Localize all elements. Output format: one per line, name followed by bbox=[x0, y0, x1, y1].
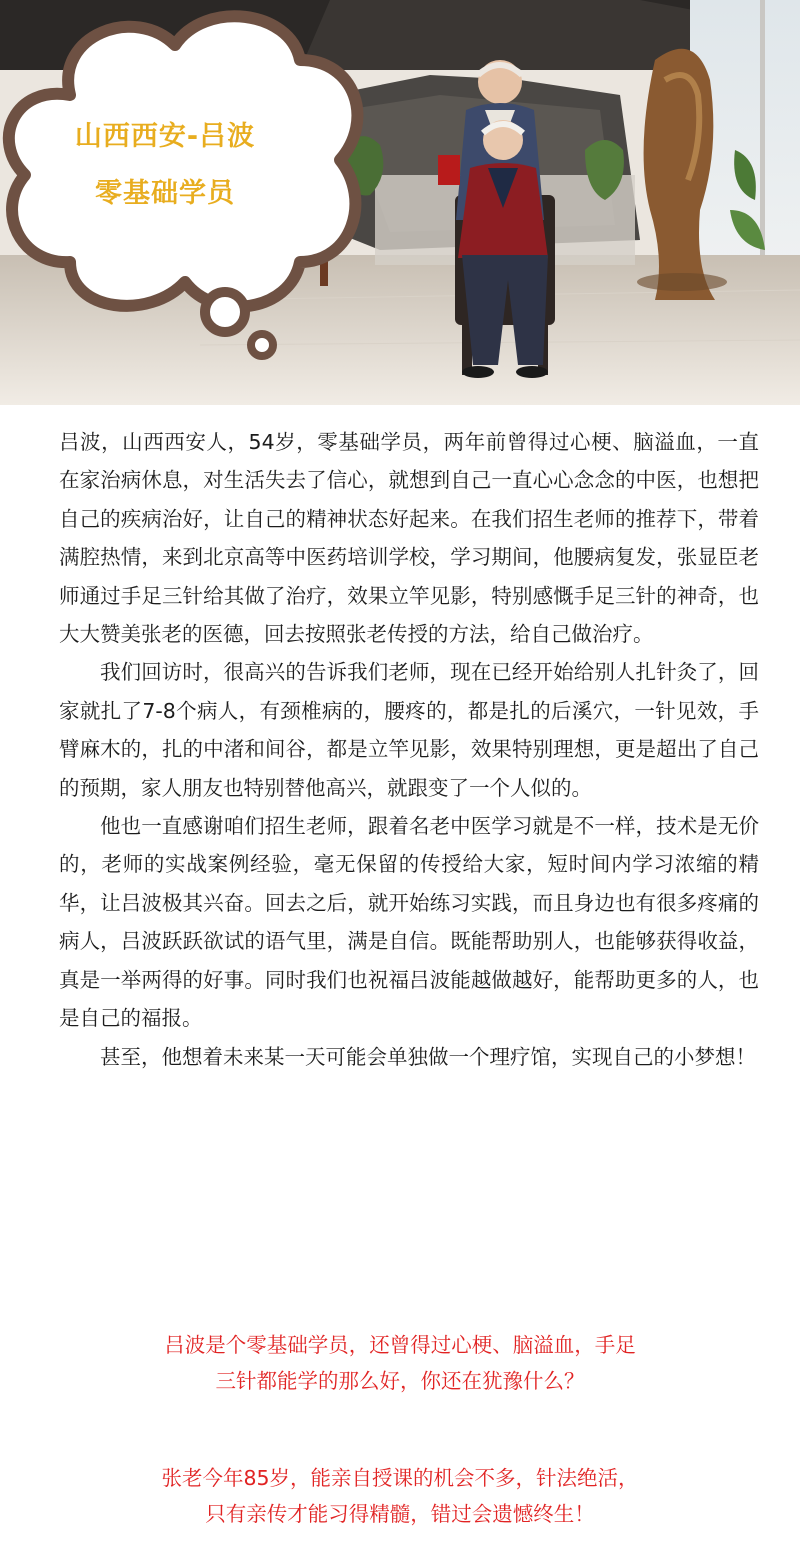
callout-line: 三针都能学的那么好，你还在犹豫什么？ bbox=[215, 1369, 585, 1393]
callout-line: 吕波是个零基础学员，还曾得过心梗、脑溢血，手足 bbox=[164, 1333, 636, 1357]
callout-encouragement bbox=[0, 1327, 800, 1399]
badge-student-type: 零基础学员 bbox=[95, 178, 235, 209]
callout-urgency bbox=[0, 1460, 800, 1532]
article-paragraph-4: 甚至，他想着未来某一天可能会单独做一个理疗馆，实现自己的小梦想！ bbox=[100, 1044, 756, 1069]
callout-line: 张老今年85岁，能亲自授课的机会不多，针法绝活， bbox=[161, 1466, 639, 1490]
article-paragraph-2: 我们回访时，很高兴的告诉我们老师，现在已经开始给别人扎针灸了，回家就扎了7-8个病人，有颈椎病的，腰疼的，都是扎的后溪穴，一针见效，手臂麻木的，扎的中渚和间谷，都是立竿见影，效果特别理想，更是超出了自己的预期，家人朋友也特别替他高兴，就跟变了一个人似的。 bbox=[59, 660, 759, 800]
testimonial-article bbox=[59, 423, 759, 1076]
badge-location-name: 山西西安-吕波 bbox=[74, 121, 256, 152]
callout-line: 只有亲传才能习得精髓，错过会遗憾终生！ bbox=[205, 1502, 595, 1526]
hero-banner bbox=[0, 0, 800, 405]
article-paragraph-3: 他也一直感谢咱们招生老师，跟着名老中医学习就是不一样，技术是无价的，老师的实战案例经验，毫无保留的传授给大家，短时间内学习浓缩的精华，让吕波极其兴奋。回去之后，就开始练习实践，而且身边也有很多疼痛的病人，吕波跃跃欲试的语气里，满是自信。既能帮助别人，也能够获得收益，真是一举两得的好事。同时我们也祝福吕波能越做越好，能帮助更多的人，也是自己的福报。 bbox=[59, 814, 759, 1031]
article-paragraph-1: 吕波，山西西安人，54岁，零基础学员，两年前曾得过心梗、脑溢血，一直在家治病休息，对生活失去了信心，就想到自己一直心心念念的中医，也想把自己的疾病治好，让自己的精神状态好起来。在我们招生老师的推荐下，带着满腔热情，来到北京高等中医药培训学校，学习期间，他腰病复发，张显臣老师通过手足三针给其做了治疗，效果立竿见影，特别感慨手足三针的神奇，也大大赞美张老的医德，回去按照张老传授的方法，给自己做治疗。 bbox=[59, 430, 759, 647]
